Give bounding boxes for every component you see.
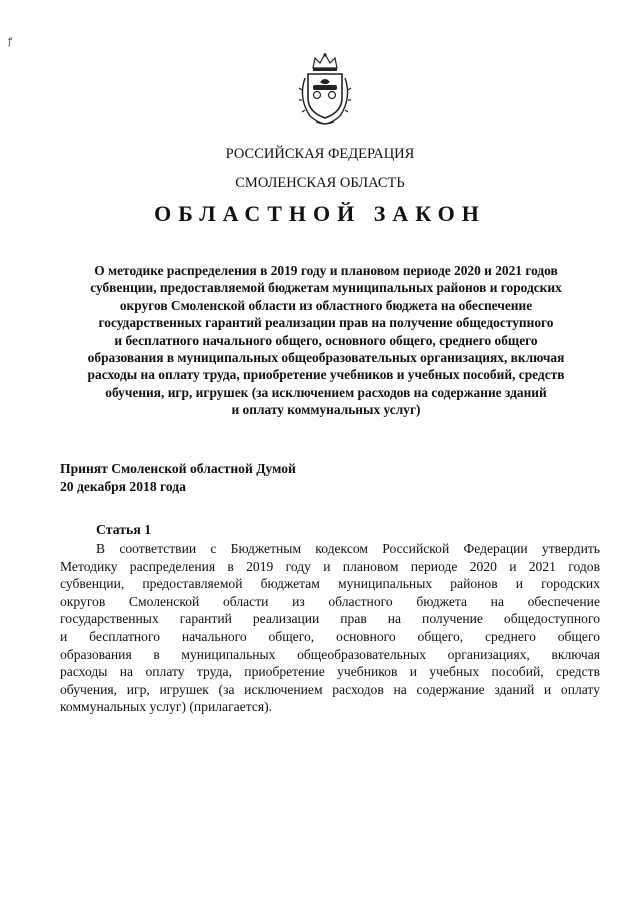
article-line: расходы на оплату труда, приобретение учебников и учебных пособий, средств [60,664,600,680]
subject-line: субвенции, предоставляемой бюджетам муниципальных районов и городских [90,280,562,296]
subject-line: и оплату коммунальных услуг) [231,402,421,418]
article-line: В соответствии с Бюджетным кодексом Российской Федерации утвердить [96,541,600,556]
article-body [60,540,600,716]
adoption-date: 20 декабря 2018 года [60,479,186,494]
law-subject [52,262,600,419]
article-line: коммунальных услуг) (прилагается). [60,699,273,715]
subject-line: образования в муниципальных общеобразовательных организациях, включая [87,350,565,366]
subject-line: государственных гарантий реализации прав на получение общедоступного [98,315,554,331]
adoption-body: Принят Смоленской областной Думой [60,461,296,476]
article-heading: Статья 1 [96,522,152,537]
scan-mark: ꝭ [8,36,15,46]
article-line: округов Смоленской области из областного бюджета на обеспечение [60,593,600,609]
article-line: и бесплатного начального общего, основного общего, среднего общего [60,628,600,644]
region-name: СМОЛЕНСКАЯ ОБЛАСТЬ [235,175,405,191]
article-line: Методику распределения в 2019 году и плановом периоде 2020 и 2021 годов [60,558,600,574]
subject-line: и бесплатного начального общего, основного общего, среднего общего [114,332,538,348]
coat-of-arms-icon [296,52,354,126]
article-line: субвенции, предоставляемой бюджетам муниципальных районов и городских [60,576,600,592]
subject-line: О методике распределения в 2019 году и плановом периоде 2020 и 2021 годов [94,263,558,278]
federation-name: РОССИЙСКАЯ ФЕДЕРАЦИЯ [225,146,415,162]
article-line: государственных гарантий реализации прав на получение общедоступного [60,611,600,627]
adoption-info [60,460,296,496]
law-title: ОБЛАСТНОЙ ЗАКОН [154,201,486,226]
article-line: обучения, игр, игрушек (за исключением расходов на содержание зданий и оплату [60,681,600,697]
subject-line: округов Смоленской области из областного бюджета на обеспечение [119,297,533,313]
subject-line: обучения, игр, игрушек (за исключением расходов на содержание зданий [105,384,547,400]
article-line: образования в муниципальных общеобразовательных организациях, включая [60,646,600,662]
subject-line: расходы на оплату труда, приобретение учебников и учебных пособий, средств [87,367,565,383]
